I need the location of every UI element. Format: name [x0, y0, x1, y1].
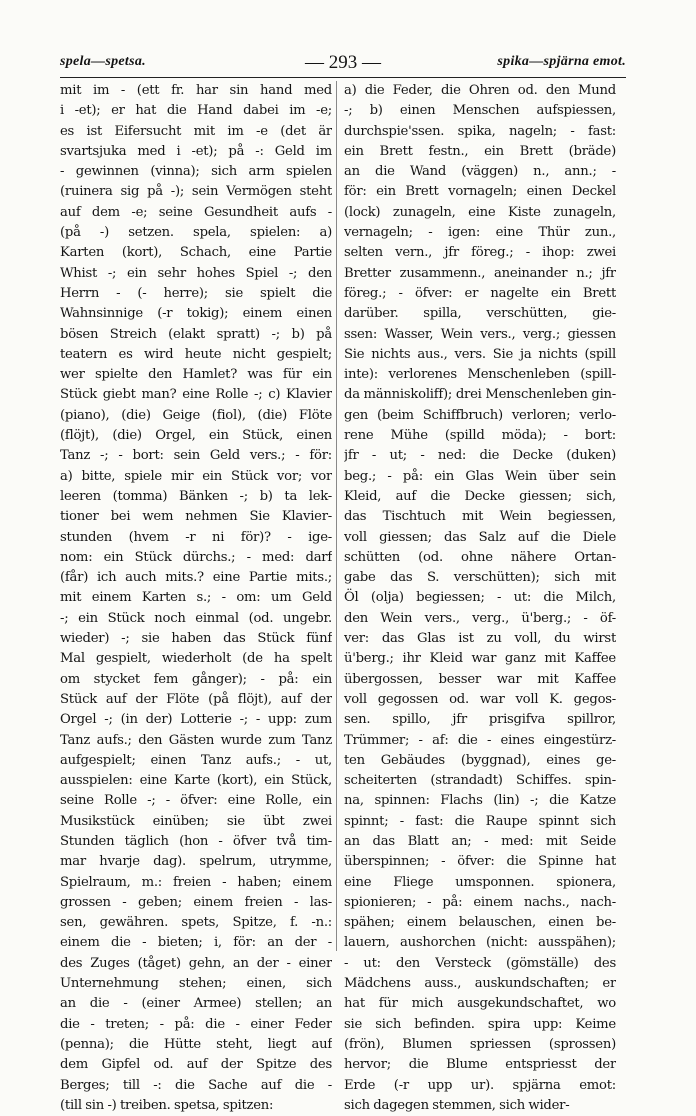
text-line: jfr - ut; - ned: die Decke (duken): [344, 448, 616, 464]
text-line: auf dem -e; seine Gesundheit aufs -: [60, 204, 332, 220]
text-line: ein Brett festn., ein Brett (bräde): [344, 143, 616, 159]
text-line: i -et); er hat die Hand dabei im -e;: [60, 103, 332, 119]
text-line: einem die - bieten; i, för: an der -: [60, 935, 332, 951]
text-line: gen (beim Schiffbruch) verloren; verlo-: [344, 407, 616, 423]
text-line: überspinnen; - öfver: die Spinne hat: [344, 854, 616, 870]
text-line: Stück giebt man? eine Rolle -; c) Klavier: [60, 387, 332, 403]
text-line: den Wein vers., verg., ü'berg.; - öf-: [344, 610, 616, 626]
text-line: rene Mühe (spilld möda); - bort:: [344, 428, 616, 444]
text-line: ten Gebäudes (byggnad), eines ge-: [344, 752, 616, 768]
text-line: Erde (-r upp ur). spjärna emot:: [344, 1077, 616, 1093]
text-line: -; b) einen Menschen aufspiessen,: [344, 103, 616, 119]
right-column: [344, 81, 616, 1116]
text-line: na, spinnen: Flachs (lin) -; die Katze: [344, 793, 616, 809]
text-line: Karten (kort), Schach, eine Partie: [60, 245, 332, 261]
text-line: stunden (hvem -r ni för)? - ige-: [60, 529, 332, 545]
text-line: des Zuges (tåget) gehn, an der - einer: [60, 955, 332, 971]
text-line: ü'berg.; ihr Kleid war ganz mit Kaffee: [344, 651, 616, 667]
text-line: wer spielte den Hamlet? was für ein: [60, 367, 332, 383]
text-line: Stunden täglich (hon - öfver två tim-: [60, 833, 332, 849]
text-line: seine Rolle -; - öfver: eine Rolle, ein: [60, 793, 332, 809]
text-line: Kleid, auf die Decke giessen; sich,: [344, 488, 616, 504]
text-line: Sie nichts aus., vers. Sie ja nichts (spill: [344, 346, 616, 362]
text-line: scheiterten (strandadt) Schiffes. spin-: [344, 773, 616, 789]
header-rule: [60, 77, 626, 78]
text-line: om stycket fem gånger); - på: ein: [60, 671, 332, 687]
text-line: darüber. spilla, verschütten, gie-: [344, 306, 616, 322]
left-column: [60, 81, 332, 1116]
text-line: Whist -; ein sehr hohes Spiel -; den: [60, 265, 332, 281]
page-number: — 293 —: [305, 52, 381, 73]
text-line: spinnt; - fast: die Raupe spinnt sich: [344, 813, 616, 829]
text-line: aufgespielt; einen Tanz aufs.; - ut,: [60, 752, 332, 768]
text-line: svartsjuka med i -et); på -: Geld im: [60, 143, 332, 159]
text-line: (piano), (die) Geige (fiol), (die) Flöte: [60, 407, 332, 423]
text-line: Trümmer; - af: die - eines eingestürz-: [344, 732, 616, 748]
text-line: schütten (od. ohne nähere Ortan-: [344, 549, 616, 565]
text-line: hat für mich ausgekundschaftet, wo: [344, 996, 616, 1012]
text-line: voll gegossen od. war voll K. gegos-: [344, 691, 616, 707]
text-line: grossen - geben; einem freien - las-: [60, 894, 332, 910]
text-line: Berges; till -: die Sache auf die -: [60, 1077, 332, 1093]
text-line: Stück auf der Flöte (på flöjt), auf der: [60, 691, 332, 707]
text-line: sen. spillo, jfr prisgifva spillror,: [344, 712, 616, 728]
text-line: (frön), Blumen spriessen (sprossen): [344, 1036, 616, 1052]
header-left-guideword: spela—spetsa.: [60, 54, 146, 69]
text-line: es ist Eifersucht mit im -e (det är: [60, 123, 332, 139]
text-line: sich dagegen stemmen, sich wider-: [344, 1097, 570, 1113]
text-line: (får) ich auch mits.? eine Partie mits.;: [60, 570, 332, 586]
text-line: (flöjt), (die) Orgel, ein Stück, einen: [60, 428, 332, 444]
text-line: lauern, aushorchen (nicht: ausspähen);: [344, 935, 616, 951]
text-line: Tanz aufs.; den Gästen wurde zum Tanz: [60, 732, 332, 748]
text-line: Orgel -; (in der) Lotterie -; - upp: zum: [60, 712, 332, 728]
text-line: da människoliff); drei Menschenleben gin-: [344, 387, 616, 403]
text-line: -; ein Stück noch einmal (od. ungebr.: [60, 610, 332, 626]
text-line: die - treten; - på: die - einer Feder: [60, 1016, 332, 1032]
text-line: teatern es wird heute nicht gespielt;: [60, 346, 332, 362]
text-line: ssen: Wasser, Wein vers., verg.; giessen: [344, 326, 616, 342]
text-line: Mädchens auss., auskundschaften; er: [344, 976, 616, 992]
text-line: beg.; - på: ein Glas Wein über sein: [344, 468, 616, 484]
text-line: (penna); die Hütte steht, liegt auf: [60, 1036, 332, 1052]
text-line: hervor; die Blume entspriesst der: [344, 1057, 616, 1073]
text-line: Mal gespielt, wiederholt (de ha spelt: [60, 651, 332, 667]
text-line: Wahnsinnige (-r tokig); einem einen: [60, 306, 332, 322]
text-line: ver: das Glas ist zu voll, du wirst: [344, 631, 616, 647]
page-header: [60, 52, 626, 76]
text-line: föreg.; - öfver: er nagelte ein Brett: [344, 285, 616, 301]
text-line: voll giessen; das Salz auf die Diele: [344, 529, 616, 545]
text-line: durchspie'ssen. spika, nageln; - fast:: [344, 123, 616, 139]
text-line: leeren (tomma) Bänken -; b) ta lek-: [60, 488, 332, 504]
text-line: spionieren; - på: einem nachs., nach-: [344, 894, 616, 910]
text-line: an die Wand (väggen) n., ann.; -: [344, 164, 616, 180]
text-line: dem Gipfel od. auf der Spitze des: [60, 1057, 332, 1073]
text-line: eine Fliege umsponnen. spionera,: [344, 874, 616, 890]
text-line: Unternehmung stehen; einen, sich: [60, 976, 332, 992]
text-line: sie sich befinden. spira upp: Keime: [344, 1016, 616, 1032]
text-line: mar hvarje dag). spelrum, utrymme,: [60, 854, 332, 870]
text-line: an die - (einer Armee) stellen; an: [60, 996, 332, 1012]
column-divider: [336, 81, 337, 951]
text-line: (ruinera sig på -); sein Vermögen steht: [60, 184, 332, 200]
text-line: Tanz -; - bort: sein Geld vers.; - för:: [60, 448, 332, 464]
text-line: Öl (olja) begiessen; - ut: die Milch,: [344, 590, 616, 606]
text-line: Bretter zusammenn., aneinander n.; jfr: [344, 265, 616, 281]
text-line: inte): verlorenes Menschenleben (spill-: [344, 367, 616, 383]
text-line: a) die Feder, die Ohren od. den Mund: [344, 83, 616, 98]
header-right-guideword: spika—spjärna emot.: [497, 54, 626, 69]
text-line: nom: ein Stück dürchs.; - med: darf: [60, 549, 332, 565]
text-line: Spielraum, m.: freien - haben; einem: [60, 874, 332, 890]
text-line: wieder) -; sie haben das Stück fünf: [60, 631, 332, 647]
text-line: (på -) setzen. spela, spielen: a): [60, 225, 332, 241]
text-line: sen, gewähren. spets, Spitze, f. -n.:: [60, 915, 332, 931]
text-line: bösen Streich (elakt spratt) -; b) på: [60, 326, 332, 342]
text-line: gabe das S. verschütten); sich mit: [344, 570, 616, 586]
text-line: ausspielen: eine Karte (kort), ein Stück,: [60, 773, 332, 789]
text-line: tioner bei wem nehmen Sie Klavier-: [60, 509, 332, 525]
text-line: - gewinnen (vinna); sich arm spielen: [60, 164, 332, 180]
text-line: vernageln; - igen: eine Thür zun.,: [344, 225, 616, 241]
text-line: übergossen, besser war mit Kaffee: [344, 671, 616, 687]
text-line: mit einem Karten s.; - om: um Geld: [60, 590, 332, 606]
text-line: Musikstück einüben; sie übt zwei: [60, 813, 332, 829]
text-line: a) bitte, spiele mir ein Stück vor; vor: [60, 468, 332, 484]
text-line: spähen; einem belauschen, einen be-: [344, 915, 616, 931]
text-line: mit im - (ett fr. har sin hand med: [60, 83, 332, 98]
text-line: - ut: den Versteck (gömställe) des: [344, 955, 616, 971]
text-line: (till sin -) treiben. spetsa, spitzen:: [60, 1097, 274, 1113]
text-line: Herrn - (- herre); sie spielt die: [60, 285, 332, 301]
text-line: för: ein Brett vornageln; einen Deckel: [344, 184, 616, 200]
text-line: an das Blatt an; - med: mit Seide: [344, 833, 616, 849]
text-line: das Tischtuch mit Wein begiessen,: [344, 509, 616, 525]
text-line: (lock) zunageln, eine Kiste zunageln,: [344, 204, 616, 220]
text-line: selten vern., jfr föreg.; - ihop: zwei: [344, 245, 616, 261]
